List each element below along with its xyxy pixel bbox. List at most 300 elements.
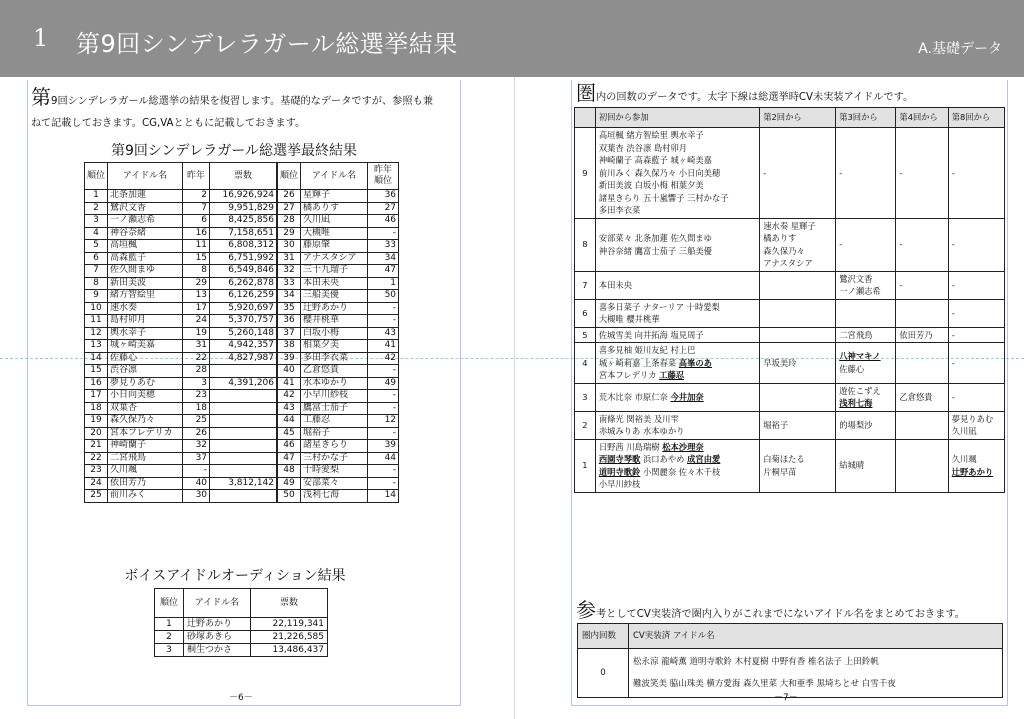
table1-cell: 夢見りあむ: [108, 377, 183, 390]
table-row: [85, 265, 399, 278]
table1-cell: 18: [85, 402, 108, 415]
bold-name: 辻野あかり: [951, 466, 994, 477]
table1-cell: 鷹富士茄子: [301, 402, 368, 415]
table3-cell: 高垣楓 緒方智絵里 輿水幸子 双葉杏 渋谷凛 島村卯月 神崎蘭子 高森藍子 城ヶ崎美嘉 前川みく 森久保乃々 小日向美穂 新田美波 白坂小梅 相葉夕美 諸星きらり 五十嵐響子 三村かな子 多田李衣菜: [595, 128, 759, 219]
left-page-number: －6－: [229, 693, 253, 703]
table1-cell: 4,391,206: [210, 377, 278, 390]
table1-cell: 1: [85, 190, 108, 203]
table1-cell: 46: [277, 440, 301, 453]
table1-cell: 12: [368, 415, 399, 428]
table2-cell: 3: [155, 644, 184, 657]
table1-cell: 32: [277, 265, 301, 278]
table3-cell: 二宮飛鳥: [836, 327, 896, 343]
table3-cell: [760, 327, 836, 343]
table1-header: 票数: [210, 163, 278, 190]
table1-cell: 13: [85, 340, 108, 353]
table1-cell: 佐久間まゆ: [108, 265, 183, 278]
table-row: [575, 343, 1005, 384]
bold-name: 八神マキノ: [839, 351, 881, 362]
table1-cell: 二宮飛鳥: [108, 452, 183, 465]
table1-title: 第9回シンデレラガール総選挙最終結果: [111, 143, 357, 159]
table3-cell: 安部菜々 北条加蓮 佐久間まゆ 神谷奈緒 鷹富士茄子 三船美優: [595, 218, 759, 271]
table3-cell: -: [836, 218, 896, 271]
bold-name: 浅利七海: [839, 398, 873, 408]
table1-cell: 9: [85, 290, 108, 303]
table3-rank: 9: [575, 128, 596, 219]
table1-cell: [210, 390, 278, 403]
table1-cell: 49: [368, 377, 399, 390]
table1-cell: [210, 490, 278, 503]
table3-cell: 本田未央: [595, 271, 759, 299]
table4-header-count: 圏内回数: [578, 624, 629, 649]
table1-cell: 34: [277, 290, 301, 303]
table1-cell: 多田李衣菜: [301, 352, 368, 365]
table1-cell: 一ノ瀬志希: [108, 215, 183, 228]
table1-cell: 44: [368, 452, 399, 465]
bold-name: 西園寺琴歌: [598, 454, 641, 464]
table1-cell: -: [368, 227, 399, 240]
table-row: [85, 440, 399, 453]
table1-header: 順位: [277, 163, 301, 190]
table1-cell: 35: [277, 302, 301, 315]
table1-cell: 8: [85, 277, 108, 290]
table1-cell: 4,942,357: [210, 340, 278, 353]
table1-cell: 17: [85, 390, 108, 403]
table3-cell: 遊佐こずえ 浅利七海: [836, 383, 896, 411]
left-intro-line1: 9回シンデレラガール総選挙の結果を復習します。基礎的なデータですが、参照も兼: [51, 96, 433, 107]
table1-cell: [210, 365, 278, 378]
table1-cell: 6,751,992: [210, 252, 278, 265]
table3-header: 第2回から: [760, 108, 836, 128]
table1-cell: 25: [183, 415, 210, 428]
table1-cell: 36: [368, 190, 399, 203]
table-row: [85, 377, 399, 390]
table1-cell: -: [368, 427, 399, 440]
table1-cell: 白坂小梅: [301, 327, 368, 340]
table1-cell: 宮本フレデリカ: [108, 427, 183, 440]
table1-cell: 乙倉悠貴: [301, 365, 368, 378]
table1-cell: 三村かな子: [301, 452, 368, 465]
right-intro: [576, 82, 1006, 109]
table3-cell: 南條光 関裕美 及川雫 赤城みりあ 水本ゆかり: [595, 411, 759, 439]
table-row: [85, 340, 399, 353]
table-row: [85, 402, 399, 415]
table1-cell: 27: [368, 202, 399, 215]
table3-cell: -: [948, 327, 1004, 343]
table1-cell: 4: [85, 227, 108, 240]
table3-header: [575, 108, 596, 128]
table1-cell: 43: [277, 402, 301, 415]
table1-cell: 30: [277, 240, 301, 253]
table1-cell: 高垣楓: [108, 240, 183, 253]
right-page-number: －7－: [774, 693, 798, 703]
table1-cell: 18: [183, 402, 210, 415]
bold-name: 工藤忍: [659, 370, 685, 380]
table1-cell: 43: [368, 327, 399, 340]
table1-cell: 44: [277, 415, 301, 428]
table1-cell: 11: [85, 315, 108, 328]
table1-cell: 4,827,987: [210, 352, 278, 365]
table1-cell: 小日向美穂: [108, 390, 183, 403]
table1-cell: 島村卯月: [108, 315, 183, 328]
table3-rank: 7: [575, 271, 596, 299]
table1-cell: 31: [277, 252, 301, 265]
table-row: [85, 277, 399, 290]
table1-cell: 工藤忍: [301, 415, 368, 428]
table1-cell: 15: [183, 252, 210, 265]
table4-header-names: CV実装済 アイドル名: [629, 624, 1003, 649]
table1-cell: 12: [85, 327, 108, 340]
table1-header: アイドル名: [301, 163, 368, 190]
table2-title: ボイスアイドルオーディション結果: [124, 568, 346, 584]
table1-cell: 櫻井桃華: [301, 315, 368, 328]
table3-cell: [760, 299, 836, 327]
table1-cell: 神崎蘭子: [108, 440, 183, 453]
table1-cell: 46: [368, 215, 399, 228]
table2-cell: 21,226,585: [251, 631, 328, 644]
table1-cell: 依田芳乃: [108, 477, 183, 490]
right-intro-text: 内の回数のデータです。太字下線は総選挙時CV未実装アイドルです。: [596, 92, 914, 103]
table-row: [85, 415, 399, 428]
table1-cell: 緒方智絵里: [108, 290, 183, 303]
table1-cell: 23: [85, 465, 108, 478]
table1-cell: 6,549,846: [210, 265, 278, 278]
table1-cell: 6: [183, 215, 210, 228]
table1-header: アイドル名: [108, 163, 183, 190]
table3-cell: 白菊ほたる 片桐早苗: [760, 439, 836, 492]
chapter-number: 1: [33, 24, 49, 52]
table3-cell: 結城晴: [836, 439, 896, 492]
table1-cell: 6,262,878: [210, 277, 278, 290]
bold-name: 高峯のあ: [678, 357, 712, 368]
left-intro-line2: ねて記載しておきます。CG,VAとともに記載しておきます。: [31, 118, 306, 129]
table1-cell: 23: [183, 390, 210, 403]
table3-cell: [896, 299, 948, 327]
table1-header: 順位: [85, 163, 108, 190]
table3-cell: 日野茜 川島瑞樹 松本沙理奈 西園寺琴歌 浜口あやめ 成宮由愛 道明寺歌鈴 小関麗奈 佐々木千枝 小早川紗枝: [595, 439, 759, 492]
table1-cell: 5,260,148: [210, 327, 278, 340]
table1-cell: 38: [277, 340, 301, 353]
table1-cell: 36: [277, 315, 301, 328]
table2-cell: 1: [155, 618, 184, 631]
bold-name: 今井加奈: [670, 391, 704, 402]
table1-cell: 7,158,651: [210, 227, 278, 240]
right-note: [576, 599, 1006, 626]
table-row: [575, 271, 1005, 299]
table1-cell: 3: [183, 377, 210, 390]
table1-cell: 水本ゆかり: [301, 377, 368, 390]
table-row: [155, 644, 328, 657]
table-row: [85, 490, 399, 503]
table1-cell: 双葉杏: [108, 402, 183, 415]
table1-cell: 37: [277, 327, 301, 340]
table3-cell: 喜多見柚 姫川友紀 村上巴 城ヶ崎莉嘉 上条春菜 高峯のあ 宮本フレデリカ 工藤忍: [595, 343, 759, 384]
page-title: 第9回シンデレラガール総選挙結果: [76, 30, 458, 58]
final-results-table: [84, 162, 399, 503]
table2-cell: 22,119,341: [251, 618, 328, 631]
table2-cell: 2: [155, 631, 184, 644]
table4-names-line1: 松永涼 龍崎薫 道明寺歌鈴 木村夏樹 中野有香 椎名法子 上田鈴帆: [633, 657, 879, 667]
table1-cell: [210, 402, 278, 415]
table1-cell: [210, 440, 278, 453]
table1-cell: 45: [277, 427, 301, 440]
table3-cell: 乙倉悠貴: [896, 383, 948, 411]
table-row: [575, 411, 1005, 439]
table1-cell: 41: [277, 377, 301, 390]
table1-cell: 41: [368, 340, 399, 353]
table3-cell: 依田芳乃: [896, 327, 948, 343]
table3-cell: [896, 439, 948, 492]
table1-cell: 19: [183, 327, 210, 340]
table2-header: 順位: [155, 589, 184, 618]
table2-header: 票数: [251, 589, 328, 618]
table1-cell: 7: [85, 265, 108, 278]
table3-cell: [896, 411, 948, 439]
table2-cell: 砂塚あきら: [184, 631, 251, 644]
table1-cell: 39: [368, 440, 399, 453]
table3-rank: 6: [575, 299, 596, 327]
table3-cell: -: [948, 271, 1004, 299]
table1-cell: 27: [277, 202, 301, 215]
table3-cell: -: [948, 218, 1004, 271]
table3-rank: 2: [575, 411, 596, 439]
table1-cell: [210, 427, 278, 440]
table1-cell: 5: [85, 240, 108, 253]
table1-cell: 48: [277, 465, 301, 478]
table3-cell: -: [948, 128, 1004, 219]
table2-cell: 13,486,437: [251, 644, 328, 657]
left-intro-initial: 第: [31, 85, 51, 109]
table1-cell: 小早川紗枝: [301, 390, 368, 403]
table1-cell: 十時愛梨: [301, 465, 368, 478]
table-row: [85, 290, 399, 303]
table4-count: 0: [578, 649, 629, 698]
table1-cell: 29: [277, 227, 301, 240]
table1-cell: 相葉夕美: [301, 340, 368, 353]
table-row: [85, 352, 399, 365]
table1-cell: 13: [183, 290, 210, 303]
table3-header: 第3回から: [836, 108, 896, 128]
table-row: [85, 215, 399, 228]
table1-cell: 1: [368, 277, 399, 290]
right-note-text: 考としてCV実装済で圏内入りがこれまでにないアイドル名をまとめておきます。: [596, 609, 965, 620]
table1-cell: 北条加蓮: [108, 190, 183, 203]
table1-cell: 安部菜々: [301, 477, 368, 490]
table1-cell: 31: [183, 340, 210, 353]
table4-names-line2: 難波笑美 脇山珠美 横方愛海 森久里菜 大和亜季 黒埼ちとせ 白雪千夜: [633, 679, 896, 689]
table-row: [85, 190, 399, 203]
table1-cell: 40: [183, 477, 210, 490]
table1-cell: 6: [85, 252, 108, 265]
table2-cell: 桐生つかさ: [184, 644, 251, 657]
header-bar: [0, 0, 1024, 77]
table3-rank: 8: [575, 218, 596, 271]
table1-cell: 本田未央: [301, 277, 368, 290]
table1-cell: [210, 415, 278, 428]
table3-cell: 久川颯 辻野あかり: [948, 439, 1004, 492]
table1-cell: 輿水幸子: [108, 327, 183, 340]
table1-cell: 22: [183, 352, 210, 365]
table1-cell: 17: [183, 302, 210, 315]
table3-cell: -: [896, 128, 948, 219]
table3-rank: 5: [575, 327, 596, 343]
table1-cell: 3: [85, 215, 108, 228]
table-row: [85, 227, 399, 240]
table1-cell: 28: [183, 365, 210, 378]
table-row: [85, 202, 399, 215]
table2-header: アイドル名: [184, 589, 251, 618]
table2-cell: 辻野あかり: [184, 618, 251, 631]
table1-cell: 6,808,312: [210, 240, 278, 253]
table1-cell: 26: [183, 427, 210, 440]
table3-cell: 佐城雪美 向井拓海 塩見周子: [595, 327, 759, 343]
table1-cell: 10: [85, 302, 108, 315]
table1-cell: [210, 452, 278, 465]
table1-cell: 24: [85, 477, 108, 490]
table1-cell: -: [368, 465, 399, 478]
table3-cell: -: [896, 271, 948, 299]
table-row: [85, 390, 399, 403]
table3-cell: 鷺沢文香 一ノ瀬志希: [836, 271, 896, 299]
table1-cell: 16: [183, 227, 210, 240]
table1-cell: [210, 465, 278, 478]
table1-cell: 15: [85, 365, 108, 378]
table-row: [85, 465, 399, 478]
table1-header: 昨年: [183, 163, 210, 190]
table3-cell: [760, 271, 836, 299]
left-intro: [31, 86, 459, 135]
table1-cell: 11: [183, 240, 210, 253]
table1-cell: 22: [85, 452, 108, 465]
table1-cell: 14: [368, 490, 399, 503]
table3-cell: -: [948, 343, 1004, 384]
table1-cell: 20: [85, 427, 108, 440]
table3-cell: 的場梨沙: [836, 411, 896, 439]
table1-cell: 3,812,142: [210, 477, 278, 490]
table-row: [85, 427, 399, 440]
table1-cell: 2: [85, 202, 108, 215]
table-row: [155, 618, 328, 631]
table1-cell: 50: [277, 490, 301, 503]
table1-cell: 橘ありす: [301, 202, 368, 215]
table1-cell: 16: [85, 377, 108, 390]
table1-cell: 三十九瑠子: [301, 265, 368, 278]
table3-cell: -: [948, 299, 1004, 327]
table1-cell: 星輝子: [301, 190, 368, 203]
bold-name: 道明寺歌鈴: [598, 466, 641, 477]
table-row: [575, 383, 1005, 411]
table1-cell: 久川颯: [108, 465, 183, 478]
table3-cell: 堀裕子: [760, 411, 836, 439]
table3-header: 初回から参加: [595, 108, 759, 128]
table1-cell: 28: [277, 215, 301, 228]
table-row: [575, 218, 1005, 271]
table1-cell: 33: [277, 277, 301, 290]
table-row: [575, 299, 1005, 327]
table1-cell: 42: [277, 390, 301, 403]
table1-cell: 堀裕子: [301, 427, 368, 440]
table1-cell: 浅利七海: [301, 490, 368, 503]
table1-cell: -: [368, 477, 399, 490]
table1-cell: 49: [277, 477, 301, 490]
table1-cell: 30: [183, 490, 210, 503]
table1-cell: 24: [183, 315, 210, 328]
table-row: [575, 439, 1005, 492]
table1-cell: 25: [85, 490, 108, 503]
table1-cell: 9,951,829: [210, 202, 278, 215]
table1-cell: 50: [368, 290, 399, 303]
table1-cell: 森久保乃々: [108, 415, 183, 428]
table1-cell: 16,926,924: [210, 190, 278, 203]
table1-cell: -: [368, 390, 399, 403]
table1-cell: 39: [277, 352, 301, 365]
table1-cell: 諸星きらり: [301, 440, 368, 453]
table1-cell: 47: [277, 452, 301, 465]
table1-cell: 40: [277, 365, 301, 378]
table1-cell: 47: [368, 265, 399, 278]
table-row: [85, 252, 399, 265]
table1-cell: 神谷奈緒: [108, 227, 183, 240]
table1-cell: 辻野あかり: [301, 302, 368, 315]
table3-cell: -: [948, 383, 1004, 411]
table3-cell: 速水奏 星輝子 橘ありす 森久保乃々 アナスタシア: [760, 218, 836, 271]
ranking-history-table: [574, 107, 1005, 493]
table3-cell: -: [836, 128, 896, 219]
table-row: [155, 631, 328, 644]
table3-cell: -: [896, 218, 948, 271]
table1-cell: 大槻唯: [301, 227, 368, 240]
table1-cell: 三船美優: [301, 290, 368, 303]
table3-cell: [760, 383, 836, 411]
table-row: [85, 327, 399, 340]
table1-cell: -: [368, 302, 399, 315]
table-row: [575, 128, 1005, 219]
table1-cell: 34: [368, 252, 399, 265]
table3-rank: 4: [575, 343, 596, 384]
page-divider: [514, 77, 515, 719]
table-row: [85, 315, 399, 328]
table3-cell: -: [760, 128, 836, 219]
table1-cell: 14: [85, 352, 108, 365]
voice-audition-table: [154, 588, 328, 657]
table1-header: 昨年 順位: [368, 163, 399, 190]
table1-cell: 5,370,757: [210, 315, 278, 328]
table1-cell: 鷺沢文香: [108, 202, 183, 215]
table-row: [575, 327, 1005, 343]
table1-cell: 7: [183, 202, 210, 215]
table-row: [85, 302, 399, 315]
table1-cell: 藤原肇: [301, 240, 368, 253]
table1-cell: アナスタシア: [301, 252, 368, 265]
table1-cell: 2: [183, 190, 210, 203]
table1-cell: 42: [368, 352, 399, 365]
table3-rank: 1: [575, 439, 596, 492]
table1-cell: 26: [277, 190, 301, 203]
unranked-cv-table: [577, 623, 1003, 698]
table1-cell: 速水奏: [108, 302, 183, 315]
table3-cell: 早坂美玲: [760, 343, 836, 384]
table1-cell: 33: [368, 240, 399, 253]
table1-cell: 8: [183, 265, 210, 278]
table1-cell: 高森藍子: [108, 252, 183, 265]
section-label: A.基礎データ: [918, 41, 1002, 57]
table3-cell: 荒木比奈 市原仁奈 今井加奈: [595, 383, 759, 411]
table1-cell: 29: [183, 277, 210, 290]
table1-cell: -: [368, 315, 399, 328]
table1-cell: -: [368, 365, 399, 378]
table1-cell: 19: [85, 415, 108, 428]
table1-cell: 6,126,259: [210, 290, 278, 303]
